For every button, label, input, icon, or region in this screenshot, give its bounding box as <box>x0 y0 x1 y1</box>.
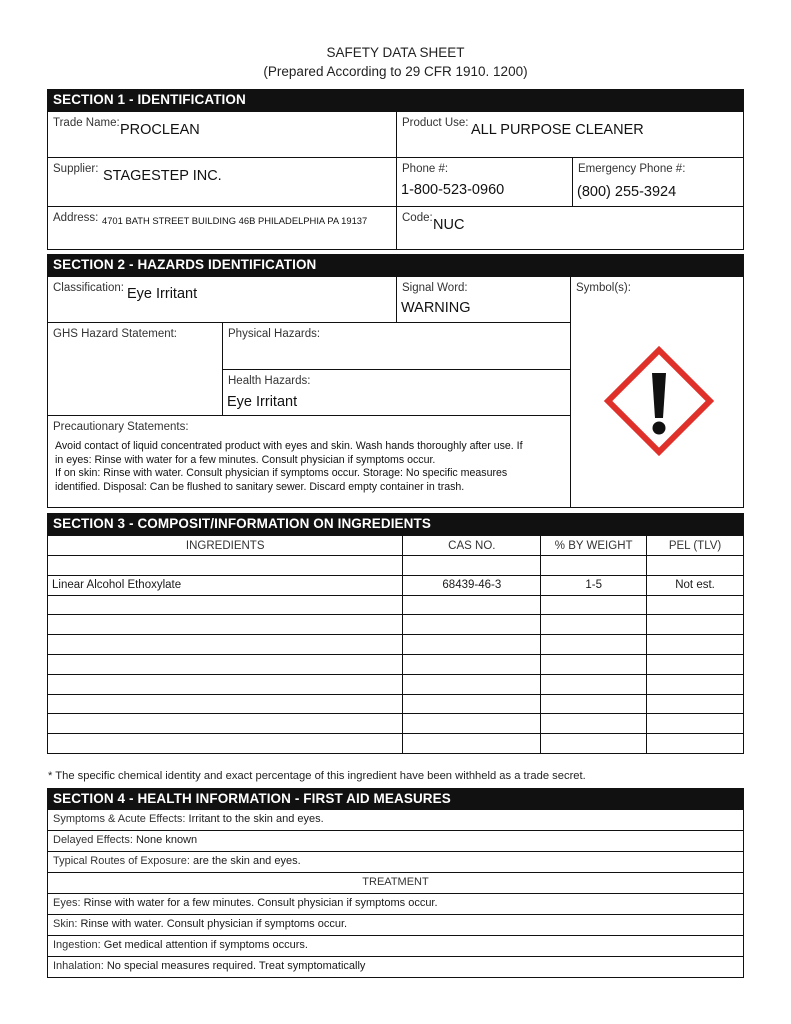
signal-word-value: WARNING <box>401 300 471 316</box>
classification-label: Classification: <box>53 282 124 294</box>
weight-cell <box>541 635 647 655</box>
routes-of-exposure-label: Typical Routes of Exposure: <box>53 855 190 867</box>
phone-label: Phone #: <box>402 163 449 175</box>
ghs-exclamation-pictogram <box>603 345 715 457</box>
supplier-label: Supplier: <box>53 163 99 175</box>
signal-word-cell <box>396 276 571 323</box>
pel-cell <box>647 635 744 655</box>
section1-heading: SECTION 1 - IDENTIFICATION <box>47 89 744 111</box>
eyes-value: Rinse with water for a few minutes. Consult physician if symptoms occur. <box>83 897 438 909</box>
cas-cell <box>403 714 541 734</box>
weight-cell <box>541 714 647 734</box>
ingestion-label: Ingestion: <box>53 939 101 951</box>
pel-cell <box>647 556 744 576</box>
column-header: PEL (TLV) <box>647 536 744 556</box>
cas-cell: 68439-46-3 <box>403 575 541 595</box>
emergency-phone-value: (800) 255-3924 <box>577 184 677 200</box>
ingredient-cell <box>48 595 403 615</box>
code-label: Code: <box>402 212 433 224</box>
supplier-cell <box>47 157 397 207</box>
routes-of-exposure-row <box>47 852 744 873</box>
table-row <box>48 674 744 694</box>
delayed-effects-value: None known <box>135 834 198 846</box>
table-row <box>48 635 744 655</box>
ingestion-value: Get medical attention if symptoms occurs. <box>103 939 308 951</box>
table-row <box>48 654 744 674</box>
pel-cell <box>647 595 744 615</box>
ingredient-cell <box>48 734 403 754</box>
cas-cell <box>403 615 541 635</box>
product-use-cell <box>396 111 744 158</box>
ingredient-cell <box>48 694 403 714</box>
weight-cell <box>541 615 647 635</box>
delayed-effects-label: Delayed Effects: <box>53 834 133 846</box>
routes-of-exposure-value: are the skin and eyes. <box>193 855 301 867</box>
pel-cell <box>647 654 744 674</box>
precautionary-line: Avoid contact of liquid concentrated product with eyes and skin. Wash hands thoroughly after use. If <box>55 440 523 452</box>
column-header: INGREDIENTS <box>48 536 403 556</box>
column-header: CAS NO. <box>403 536 541 556</box>
supplier-value: STAGESTEP INC. <box>103 168 222 184</box>
trade-secret-footnote: * The specific chemical identity and exact percentage of this ingredient have been withheld as a trade secret. <box>48 770 586 782</box>
address-label: Address: <box>53 212 99 224</box>
treatment-heading: TREATMENT <box>362 876 429 888</box>
trade-name-label: Trade Name: <box>53 117 120 129</box>
weight-cell <box>541 556 647 576</box>
pel-cell <box>647 674 744 694</box>
table-row <box>48 694 744 714</box>
inhalation-label: Inhalation: <box>53 960 104 972</box>
ghs-hazard-statement-label: GHS Hazard Statement: <box>53 328 177 340</box>
eyes-row <box>47 894 744 915</box>
pel-cell <box>647 615 744 635</box>
treatment-row <box>47 873 744 894</box>
classification-value: Eye Irritant <box>127 286 198 302</box>
emergency-phone-cell <box>572 157 744 207</box>
cas-cell <box>403 694 541 714</box>
symptoms-row <box>47 810 744 831</box>
ingredient-cell <box>48 674 403 694</box>
product-use-value: ALL PURPOSE CLEANER <box>471 122 644 138</box>
weight-cell <box>541 694 647 714</box>
address-value: 4701 BATH STREET BUILDING 46B PHILADELPHIA PA 19137 <box>102 215 368 226</box>
section4-heading: SECTION 4 - HEALTH INFORMATION - FIRST AID MEASURES <box>47 788 744 810</box>
table-row <box>48 615 744 635</box>
weight-cell <box>541 734 647 754</box>
trade-name-cell <box>47 111 397 158</box>
ingredient-cell <box>48 635 403 655</box>
cas-cell <box>403 654 541 674</box>
skin-value: Rinse with water. Consult physician if symptoms occur. <box>80 918 348 930</box>
inhalation-value: No special measures required. Treat symptomatically <box>106 960 366 972</box>
precautionary-statements-text <box>55 440 523 494</box>
table-row <box>48 714 744 734</box>
physical-hazards-label: Physical Hazards: <box>228 328 321 340</box>
pel-cell: Not est. <box>647 575 744 595</box>
ingredient-cell <box>48 615 403 635</box>
classification-cell <box>47 276 397 323</box>
cas-cell <box>403 635 541 655</box>
section3-heading: SECTION 3 - COMPOSIT/INFORMATION ON INGREDIENTS <box>47 513 744 535</box>
health-hazards-cell <box>222 369 571 416</box>
emergency-phone-label: Emergency Phone #: <box>578 163 686 175</box>
weight-cell <box>541 595 647 615</box>
weight-cell <box>541 654 647 674</box>
ingestion-row <box>47 936 744 957</box>
trade-name-value: PROCLEAN <box>120 122 200 138</box>
cas-cell <box>403 674 541 694</box>
ingredients-table <box>47 535 744 754</box>
cas-cell <box>403 734 541 754</box>
skin-label: Skin: <box>53 918 78 930</box>
precautionary-line: If on skin: Rinse with water. Consult physician if symptoms occur. Storage: No specific measures <box>55 467 508 479</box>
precautionary-statements-cell <box>47 415 571 508</box>
ingredient-cell: Linear Alcohol Ethoxylate <box>48 575 403 595</box>
ingredient-cell <box>48 714 403 734</box>
cas-cell <box>403 595 541 615</box>
weight-cell: 1-5 <box>541 575 647 595</box>
symptoms-value: Irritant to the skin and eyes. <box>188 813 324 825</box>
symbols-cell <box>570 276 744 508</box>
ingredients-header-row <box>48 536 744 556</box>
code-cell <box>396 206 744 250</box>
document-title: SAFETY DATA SHEET <box>326 45 465 60</box>
phone-value: 1-800-523-0960 <box>401 182 505 198</box>
precautionary-statements-label: Precautionary Statements: <box>53 421 189 433</box>
health-hazards-value: Eye Irritant <box>227 394 298 410</box>
address-cell <box>47 206 397 250</box>
table-row <box>48 734 744 754</box>
column-header: % BY WEIGHT <box>541 536 647 556</box>
cas-cell <box>403 556 541 576</box>
symbols-label: Symbol(s): <box>576 282 631 294</box>
eyes-label: Eyes: <box>53 897 81 909</box>
pel-cell <box>647 734 744 754</box>
table-row <box>48 595 744 615</box>
skin-row <box>47 915 744 936</box>
inhalation-row <box>47 957 744 978</box>
exclamation-mark-icon <box>652 373 666 435</box>
precautionary-line: identified. Disposal: Can be flushed to sanitary sewer. Discard empty container in trash. <box>55 480 465 493</box>
delayed-effects-row <box>47 831 744 852</box>
precautionary-line: in eyes: Rinse with water for a few minutes. Consult physician if symptoms occur. <box>55 453 436 466</box>
ingredient-cell <box>48 654 403 674</box>
document-subtitle: (Prepared According to 29 CFR 1910. 1200) <box>263 64 528 79</box>
table-row <box>48 556 744 576</box>
code-value: NUC <box>433 217 465 233</box>
pel-cell <box>647 694 744 714</box>
health-hazards-label: Health Hazards: <box>228 375 311 387</box>
physical-hazards-cell <box>222 322 571 370</box>
symptoms-label: Symptoms & Acute Effects: <box>53 813 186 825</box>
ghs-hazard-statement-cell <box>47 322 223 416</box>
signal-word-label: Signal Word: <box>402 282 468 294</box>
phone-cell <box>396 157 573 207</box>
weight-cell <box>541 674 647 694</box>
table-row <box>48 575 744 595</box>
ingredient-cell <box>48 556 403 576</box>
pel-cell <box>647 714 744 734</box>
section2-heading: SECTION 2 - HAZARDS IDENTIFICATION <box>47 254 744 276</box>
product-use-label: Product Use: <box>402 117 469 129</box>
